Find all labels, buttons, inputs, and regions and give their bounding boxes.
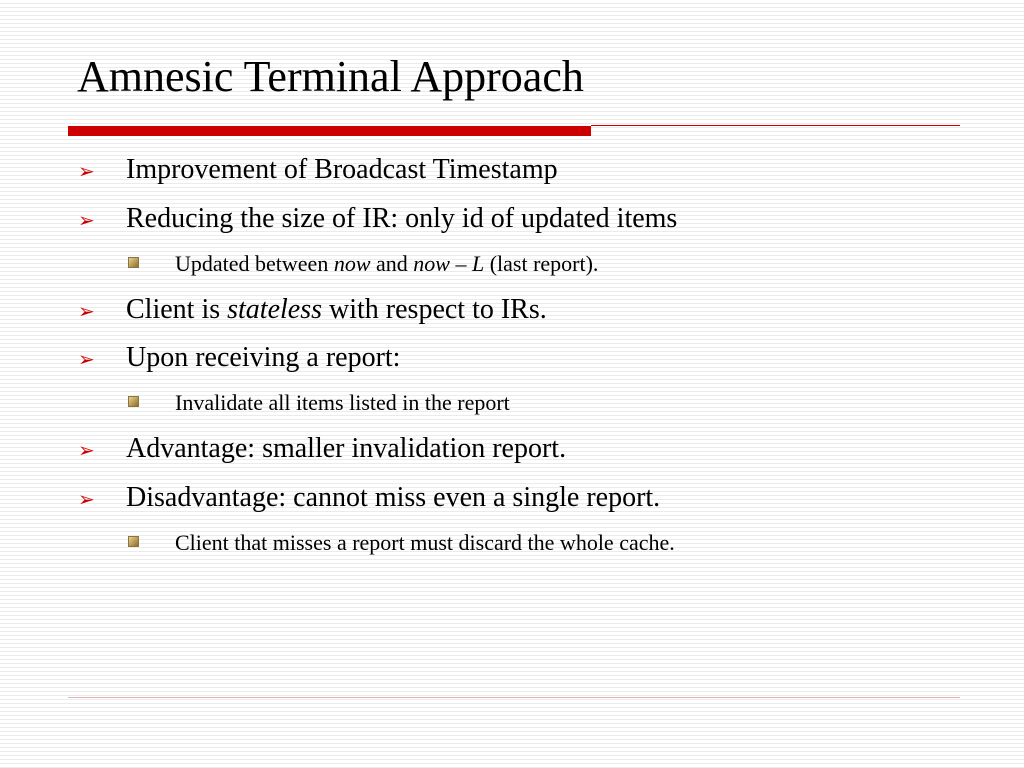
square-bullet-icon xyxy=(128,396,139,407)
sub-bullet-item xyxy=(128,389,510,417)
title-underline-thin xyxy=(591,125,960,126)
bullet-item xyxy=(78,481,660,515)
sub-bullet-text: Client that misses a report must discard the whole cache. xyxy=(175,530,675,555)
bullet-emphasis: stateless xyxy=(227,294,323,325)
sub-bullet-emphasis: now – L xyxy=(413,251,485,276)
sub-bullet-text-end: (last report). xyxy=(484,251,599,276)
arrowhead-icon: ➢ xyxy=(78,487,95,511)
square-bullet-icon xyxy=(128,257,139,268)
title-underline-thick xyxy=(68,126,591,136)
arrowhead-icon: ➢ xyxy=(78,438,95,462)
bullet-item xyxy=(78,202,677,236)
bullet-text: Disadvantage: cannot miss even a single report. xyxy=(126,482,661,513)
arrowhead-icon: ➢ xyxy=(78,208,95,232)
arrowhead-icon: ➢ xyxy=(78,159,95,183)
arrowhead-icon: ➢ xyxy=(78,299,95,323)
bullet-text-end: with respect to IRs. xyxy=(322,294,547,325)
bullet-text: Advantage: smaller invalidation report. xyxy=(126,433,567,464)
sub-bullet-text-mid: and xyxy=(370,251,414,276)
bullet-text: Reducing the size of IR: only id of updated items xyxy=(126,203,678,234)
bullet-item xyxy=(78,293,547,327)
sub-bullet-item xyxy=(128,250,598,278)
bullet-item xyxy=(78,153,558,187)
bullet-text: Upon receiving a report: xyxy=(126,342,401,373)
bullet-text: Improvement of Broadcast Timestamp xyxy=(126,154,558,185)
sub-bullet-emphasis: now xyxy=(333,251,371,276)
slide-title: Amnesic Terminal Approach xyxy=(77,52,584,101)
bullet-item xyxy=(78,341,400,375)
bullet-text-start: Client is xyxy=(126,294,228,325)
bullet-item xyxy=(78,432,566,466)
footer-divider xyxy=(68,697,960,698)
square-bullet-icon xyxy=(128,536,139,547)
sub-bullet-text-start: Updated between xyxy=(175,251,334,276)
sub-bullet-item xyxy=(128,529,675,557)
arrowhead-icon: ➢ xyxy=(78,347,95,371)
sub-bullet-text: Invalidate all items listed in the report xyxy=(175,390,510,415)
